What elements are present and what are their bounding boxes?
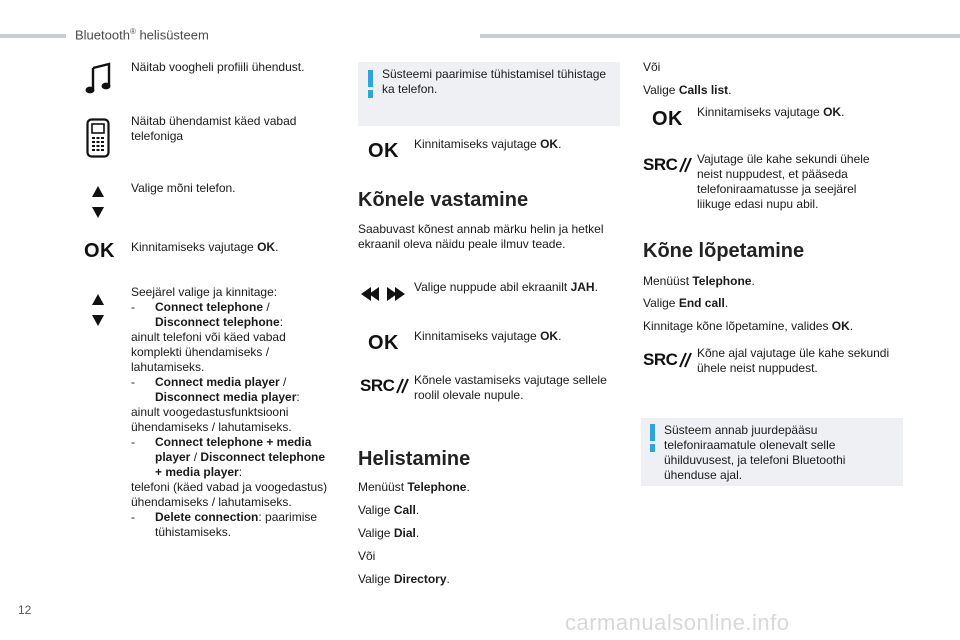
info-bar-icon: [368, 70, 373, 87]
note-text: Süsteem annab juurdepääsu telefoniraamatule olenevalt selle ühilduvusest, ja telefoni Bluetoothi ühenduse ajal.: [664, 423, 846, 482]
select-directory-text: Valige Directory.: [358, 572, 450, 586]
options-intro: Seejärel valige ja kinnitage:: [131, 285, 278, 299]
arrow-up-icon: [92, 186, 104, 197]
src-button-icon: SRC: [643, 350, 693, 370]
header-rule-left: [0, 34, 66, 38]
info-note: [358, 62, 620, 126]
confirm-end-text: Kinnitage kõne lõpetamine, valides OK.: [643, 319, 854, 333]
info-bar-icon: [368, 90, 373, 98]
answer-intro: Saabuvast kõnest annab märku helin ja hetkel ekraanil oleva näidu peale ilmuv teade.: [358, 222, 604, 251]
select-end-call-text: Valige End call.: [643, 296, 729, 310]
left-right-arrows-icon: [361, 286, 405, 302]
ok-button-icon: OK: [84, 240, 115, 262]
watermark: carmanualsonline.info: [565, 610, 790, 635]
select-yes-text: Valige nuppude abil ekraanilt JAH.: [414, 280, 598, 294]
or-text: Või: [358, 549, 376, 563]
page-header: Bluetooth® helisüsteem: [75, 27, 209, 43]
select-call-text: Valige Call.: [358, 503, 420, 517]
arrow-down-icon: [92, 207, 104, 218]
src-directory-text: Vajutage üle kahe sekundi ühele neist nuppudest, et pääseda telefoniraamatusse ja seejärel liikuge edasi nupu abil.: [697, 152, 870, 211]
heading-calling: Helistamine: [358, 448, 471, 470]
ok-button-icon: OK: [368, 332, 399, 354]
menu-telephone-text: Menüüst Telephone.: [643, 274, 755, 288]
heading-end-call: Kõne lõpetamine: [643, 240, 805, 262]
handsfree-text: Näitab ühendamist käed vabad telefoniga: [131, 114, 297, 143]
phone-slash-icon: [394, 378, 410, 394]
heading-answer-call: Kõnele vastamine: [358, 189, 529, 211]
music-note-icon: [84, 62, 112, 94]
info-note: [641, 418, 903, 486]
src-button-icon: SRC: [643, 155, 693, 175]
list-item: - Connect media player / Disconnect media player:: [131, 375, 300, 404]
select-calls-list-text: Valige Calls list.: [643, 83, 732, 97]
src-answer-text: Kõnele vastamiseks vajutage sellele roolil olevale nupule.: [414, 373, 607, 402]
list-item: - Connect telephone / Disconnect telephone:: [131, 300, 284, 329]
streaming-profile-text: Näitab voogheli profiili ühendust.: [131, 60, 305, 74]
list-item-desc: ainult telefoni või käed vabad komplekti ühendamiseks / lahutamiseks.: [131, 330, 286, 374]
ok-button-icon: OK: [368, 140, 399, 162]
confirm-ok-text: Kinnitamiseks vajutage OK.: [131, 240, 279, 254]
phone-slash-icon: [677, 157, 693, 173]
info-bar-icon: [650, 444, 655, 452]
list-item: - Connect telephone + media player / Disconnect telephone + media player:: [131, 435, 326, 479]
select-dial-text: Valige Dial.: [358, 526, 420, 540]
menu-telephone-text: Menüüst Telephone.: [358, 480, 470, 494]
arrow-up-icon: [92, 294, 104, 305]
ok-button-icon: OK: [652, 108, 683, 130]
header-rule-right: [480, 34, 960, 38]
confirm-ok-text: Kinnitamiseks vajutage OK.: [414, 329, 562, 343]
page-number: 12: [18, 603, 32, 617]
arrow-down-icon: [92, 315, 104, 326]
mobile-phone-icon: [86, 118, 110, 158]
connection-options: [131, 285, 331, 540]
src-button-icon: SRC: [360, 376, 410, 396]
confirm-ok-text: Kinnitamiseks vajutage OK.: [414, 137, 562, 151]
select-phone-text: Valige mõni telefon.: [131, 181, 236, 195]
list-item: - Delete connection: paarimise tühistamiseks.: [131, 510, 318, 539]
list-item-desc: ainult voogedastusfunktsiooni ühendamiseks / lahutamiseks.: [131, 405, 292, 434]
info-bar-icon: [650, 424, 655, 441]
or-text: Või: [643, 60, 661, 74]
src-end-text: Kõne ajal vajutage üle kahe sekundi ühele neist nuppudest.: [697, 346, 890, 375]
list-item-desc: telefoni (käed vabad ja voogedastus) ühendamiseks / lahutamiseks.: [131, 480, 328, 509]
note-text: Süsteemi paarimise tühistamisel tühistage ka telefon.: [382, 67, 607, 96]
confirm-ok-text: Kinnitamiseks vajutage OK.: [697, 105, 845, 119]
phone-slash-icon: [677, 352, 693, 368]
